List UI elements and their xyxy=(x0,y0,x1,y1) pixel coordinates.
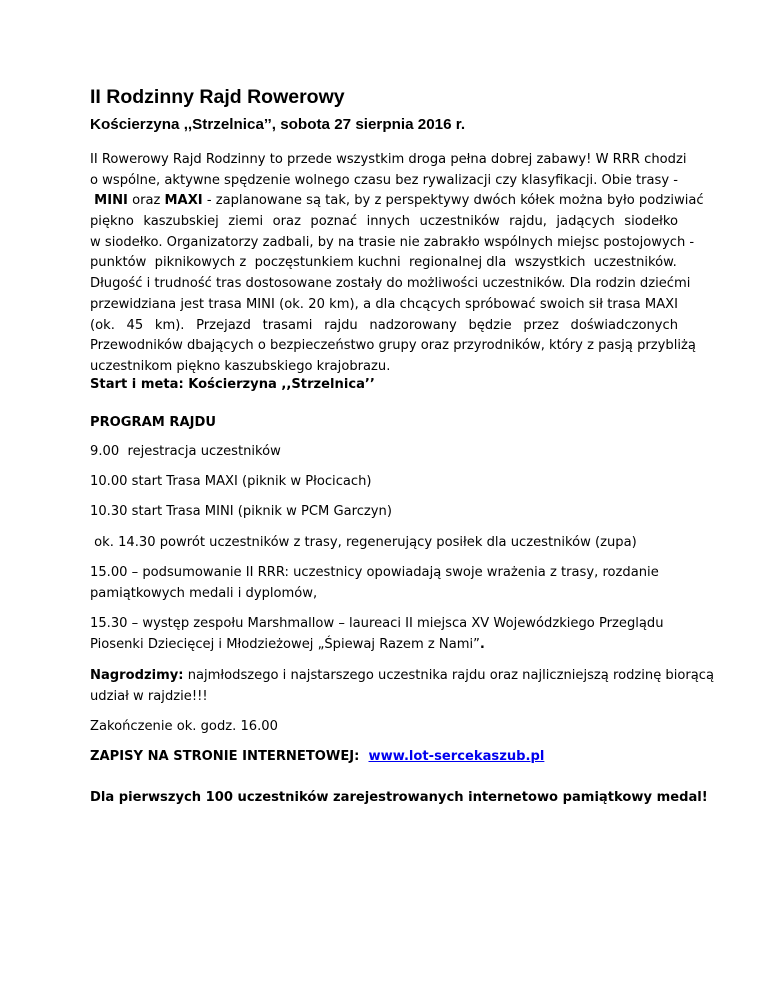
medal-note: Dla pierwszych 100 uczestników zarejestrowanych internetowo pamiątkowy medal! xyxy=(90,790,708,805)
intro-line: Przewodników dbających o bezpieczeństwo grupy oraz przyrodników, który z pasją przybliżą xyxy=(90,338,696,354)
intro-line: II Rowerowy Rajd Rodzinny to przede wszystkim droga pełna dobrej zabawy! W RRR chodzi xyxy=(90,152,687,167)
intro-line: przewidziana jest trasa MINI (ok. 20 km), a dla chcących spróbować swoich sił trasa MAXI xyxy=(90,296,678,312)
start-meta-line: Start i meta: Kościerzyna ,,Strzelnica’’ xyxy=(90,377,375,392)
document-title: II Rodzinny Rajd Rowerowy xyxy=(90,86,345,108)
program-item-line: 15.00 – podsumowanie II RRR: uczestnicy opowiadają swoje wrażenia z trasy, rozdanie xyxy=(90,565,659,580)
program-item-line: 15.30 – występ zespołu Marshmallow – laureaci II miejsca XV Wojewódzkiego Przeglądu xyxy=(90,616,664,631)
intro-line: punktów piknikowych z poczęstunkiem kuchni regionalnej dla wszystkich uczestników. xyxy=(90,255,677,271)
awards-line xyxy=(90,666,715,687)
signup-label: ZAPISY NA STRONIE INTERNETOWEJ: xyxy=(90,749,369,764)
intro-line: (ok. 45 km). Przejazd trasami rajdu nadzorowany będzie przez doświadczonych xyxy=(90,317,678,333)
program-item-text: Piosenki Dziecięcej i Młodzieżowej „Śpiewaj Razem z Nami” xyxy=(90,636,480,652)
document-subtitle: Kościerzyna ,,Strzelnica’’, sobota 27 sierpnia 2016 r. xyxy=(90,116,466,133)
program-item xyxy=(90,563,678,604)
awards-label: Nagrodzimy: xyxy=(90,668,184,683)
intro-line xyxy=(90,191,704,212)
program-item-line: pamiątkowych medali i dyplomów, xyxy=(90,585,318,601)
program-item xyxy=(90,614,678,655)
intro-line: w siodełko. Organizatorzy zadbali, by na trasie nie zabrakło wspólnych miejsc postojowych - xyxy=(90,234,695,250)
intro-line: Długość i trudność tras dostosowane zostały do możliwości uczestników. Dla rodzin dziećmi xyxy=(90,276,691,292)
program-item: 9.00 rejestracja uczestników xyxy=(90,444,281,459)
intro-line-connector: oraz xyxy=(127,193,165,209)
awards-paragraph xyxy=(90,666,715,707)
intro-line: uczestnikom piękno kaszubskiego krajobrazu. xyxy=(90,358,391,374)
program-heading: PROGRAM RAJDU xyxy=(90,415,216,430)
ending-time: Zakończenie ok. godz. 16.00 xyxy=(90,719,278,734)
intro-line: o wspólne, aktywne spędzenie wolnego czasu bez rywalizacji czy klasyfikacji. Obie trasy - xyxy=(90,172,678,188)
program-item: ok. 14.30 powrót uczestników z trasy, regenerujący posiłek dla uczestników (zupa) xyxy=(90,535,637,550)
route-maxi-label: MAXI xyxy=(164,193,203,209)
intro-paragraph xyxy=(90,150,704,378)
program-item: 10.30 start Trasa MINI (piknik w PCM Garczyn) xyxy=(90,504,392,519)
document-page xyxy=(90,0,715,994)
program-item: 10.00 start Trasa MAXI (piknik w Płocicach) xyxy=(90,474,372,489)
route-mini-label: MINI xyxy=(94,193,128,209)
intro-line: piękno kaszubskiej ziemi oraz poznać innych uczestników rajdu, jadących siodełko xyxy=(90,214,678,230)
signup-line xyxy=(90,747,544,768)
program-item-period: . xyxy=(479,636,485,652)
awards-text: najmłodszego i najstarszego uczestnika rajdu oraz najliczniejszą rodzinę biorącą xyxy=(183,668,715,683)
program-item-line xyxy=(90,635,678,656)
intro-line-rest: - zaplanowane są tak, by z perspektywy dwóch kółek można było podziwiać xyxy=(202,193,704,209)
signup-website-link[interactable]: www.lot-sercekaszub.pl xyxy=(368,749,545,764)
awards-line: udział w rajdzie!!! xyxy=(90,688,208,704)
